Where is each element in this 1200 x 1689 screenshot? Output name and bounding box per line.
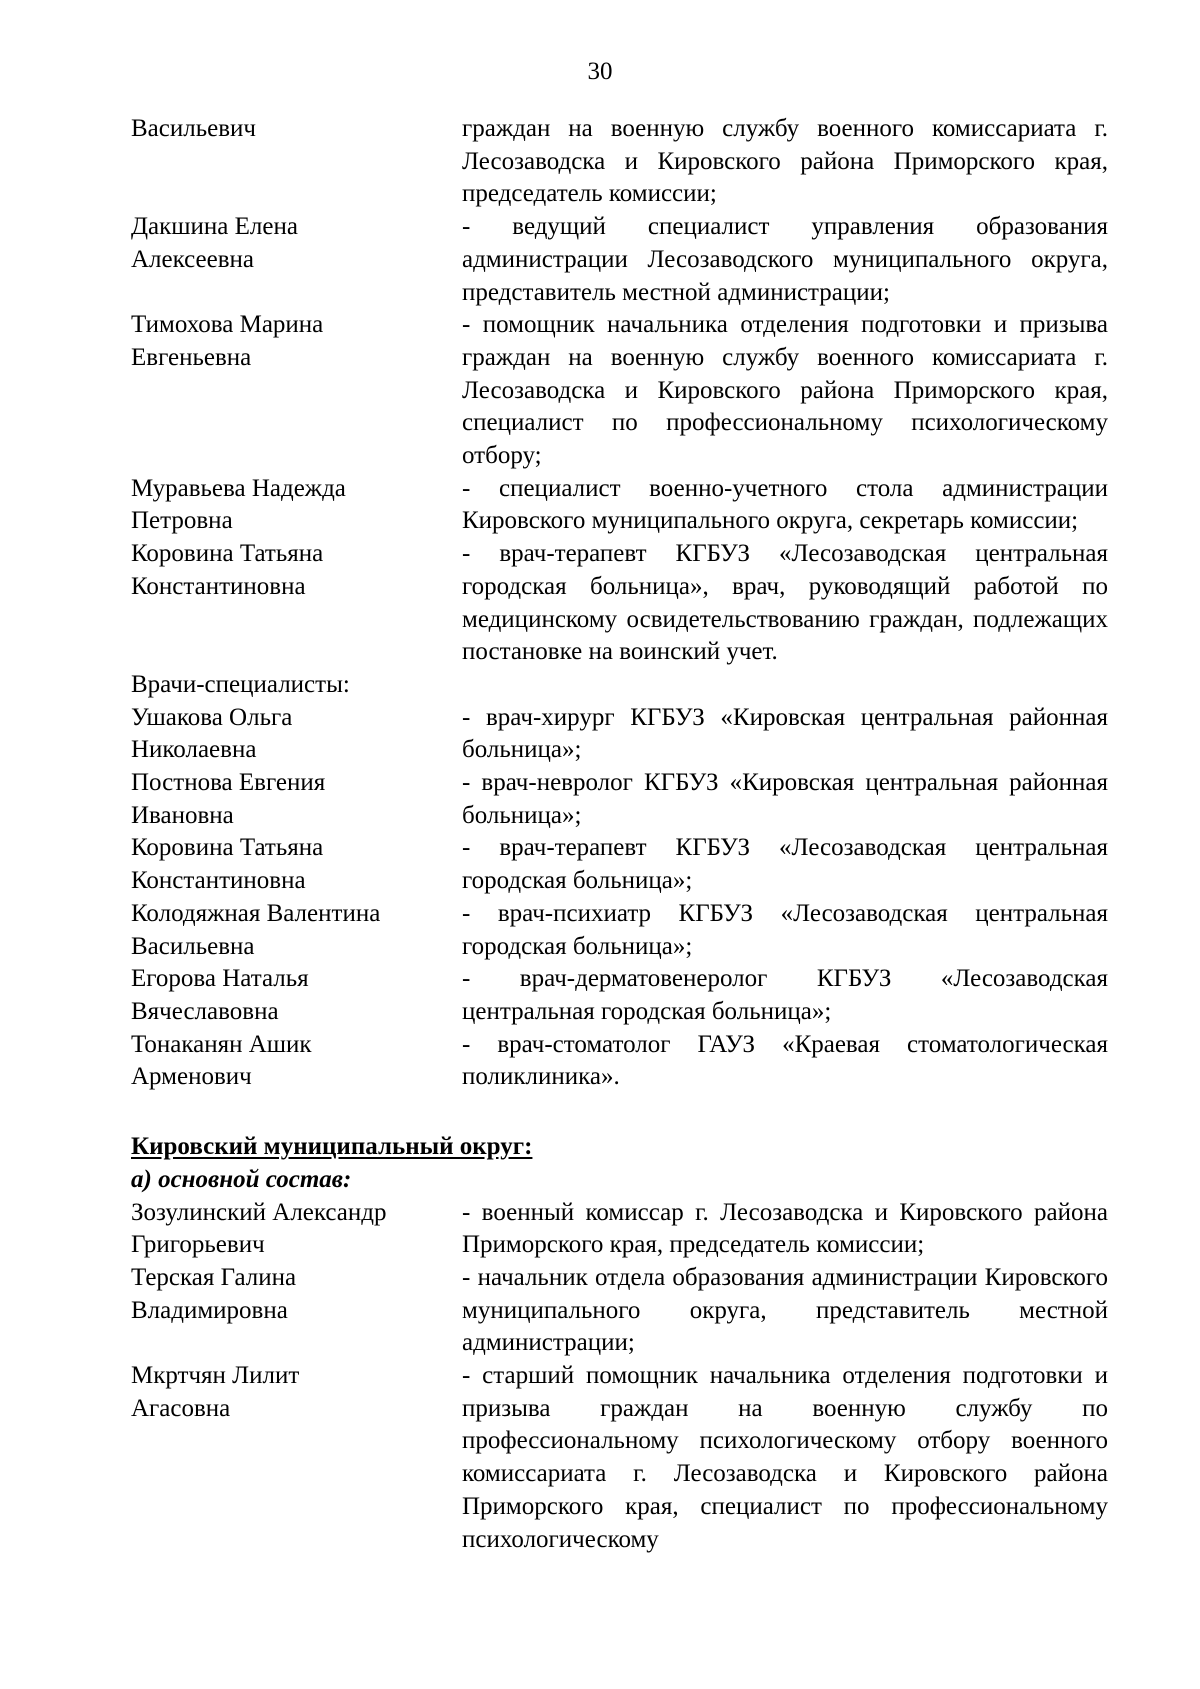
member-row: [131, 1360, 1108, 1556]
specialist-role: - врач-стоматолог ГАУЗ «Краевая стоматологическая поликлиника».: [462, 1030, 1108, 1091]
specialist-name: Ушакова Ольга Николаевна: [131, 703, 293, 764]
specialists-heading: Врачи-специалисты:: [131, 670, 350, 698]
member-name: Васильевич: [131, 115, 256, 142]
specialist-role: - врач-хирург КГБУЗ «Кировская центральная районная больница»;: [462, 703, 1108, 764]
specialist-row: [131, 898, 1108, 963]
specialist-name: Коровина Татьяна Константиновна: [131, 834, 324, 895]
specialist-name: Постнова Евгения Ивановна: [131, 769, 326, 829]
specialist-row: [131, 1029, 1108, 1094]
specialist-row: [131, 702, 1108, 767]
specialist-row: [131, 767, 1108, 832]
member-role: - врач-терапевт КГБУЗ «Лесозаводская центральная городская больница», врач, руководящий работой по медицинскому освидетельствованию граждан, подлежащих постановке на воинский учет.: [462, 540, 1108, 666]
member-row: [131, 211, 1108, 309]
member-name: Зозулинский Александр Григорьевич: [131, 1198, 387, 1259]
specialist-role: - врач-дерматовенеролог КГБУЗ «Лесозаводская центральная городская больница»;: [462, 965, 1108, 1025]
subsection-title: а) основной состав:: [131, 1165, 352, 1193]
specialist-role: - врач-психиатр КГБУЗ «Лесозаводская центральная городская больница»;: [462, 899, 1108, 960]
member-row: [131, 473, 1108, 538]
member-role: - ведущий специалист управления образования администрации Лесозаводского муниципального округа, представитель местной администрации;: [462, 213, 1108, 306]
member-role: - помощник начальника отделения подготовки и призыва граждан на военную службу военного комиссариата г. Лесозаводска и Кировского района Приморского края, специалист по профессиональному психологическому отбору;: [462, 311, 1108, 470]
specialist-row: [131, 832, 1108, 897]
specialist-name: Егорова Наталья Вячеславовна: [131, 965, 309, 1025]
specialist-row: [131, 963, 1108, 1028]
member-role: - начальник отдела образования администрации Кировского муниципального округа, представитель местной администрации;: [462, 1263, 1108, 1357]
member-role: - военный комиссар г. Лесозаводска и Кировского района Приморского края, председатель комиссии;: [462, 1198, 1108, 1259]
member-row: [131, 113, 1108, 211]
member-name: Терская Галина Владимировна: [131, 1263, 297, 1324]
member-row: [131, 309, 1108, 473]
member-name: Мкртчян Лилит Агасовна: [131, 1362, 300, 1422]
member-row: [131, 1197, 1108, 1262]
specialist-role: - врач-терапевт КГБУЗ «Лесозаводская центральная городская больница»;: [462, 834, 1108, 895]
member-role: - специалист военно-учетного стола администрации Кировского муниципального округа, секретарь комиссии;: [462, 474, 1108, 535]
member-row: [131, 538, 1108, 669]
document-body: [131, 113, 1108, 1556]
section-title: Кировский муниципальный округ:: [131, 1133, 533, 1161]
member-name: Дакшина Елена Алексеевна: [131, 213, 298, 273]
member-role: - старший помощник начальника отделения подготовки и призыва граждан на военную службу по профессиональному психологическому отбору военного комиссариата г. Лесозаводска и Кировского района Приморского края, специалист по профессиональному психологическому: [462, 1362, 1108, 1553]
member-role: граждан на военную службу военного комиссариата г. Лесозаводска и Кировского района Приморского края, председатель комиссии;: [462, 115, 1108, 208]
member-name: Тимохова Марина Евгеньевна: [131, 311, 324, 371]
members-list: [131, 113, 1108, 669]
member-row: [131, 1262, 1108, 1360]
member-name: Муравьева Надежда Петровна: [131, 474, 346, 535]
section-members-list: [131, 1197, 1108, 1557]
page-number: 30: [587, 58, 613, 85]
member-name: Коровина Татьяна Константиновна: [131, 540, 324, 600]
specialist-name: Колодяжная Валентина Васильевна: [131, 899, 381, 960]
specialists-list: [131, 702, 1108, 1094]
specialist-name: Тонаканян Ашик Арменович: [131, 1030, 312, 1091]
specialist-role: - врач-невролог КГБУЗ «Кировская центральная районная больница»;: [462, 769, 1108, 829]
